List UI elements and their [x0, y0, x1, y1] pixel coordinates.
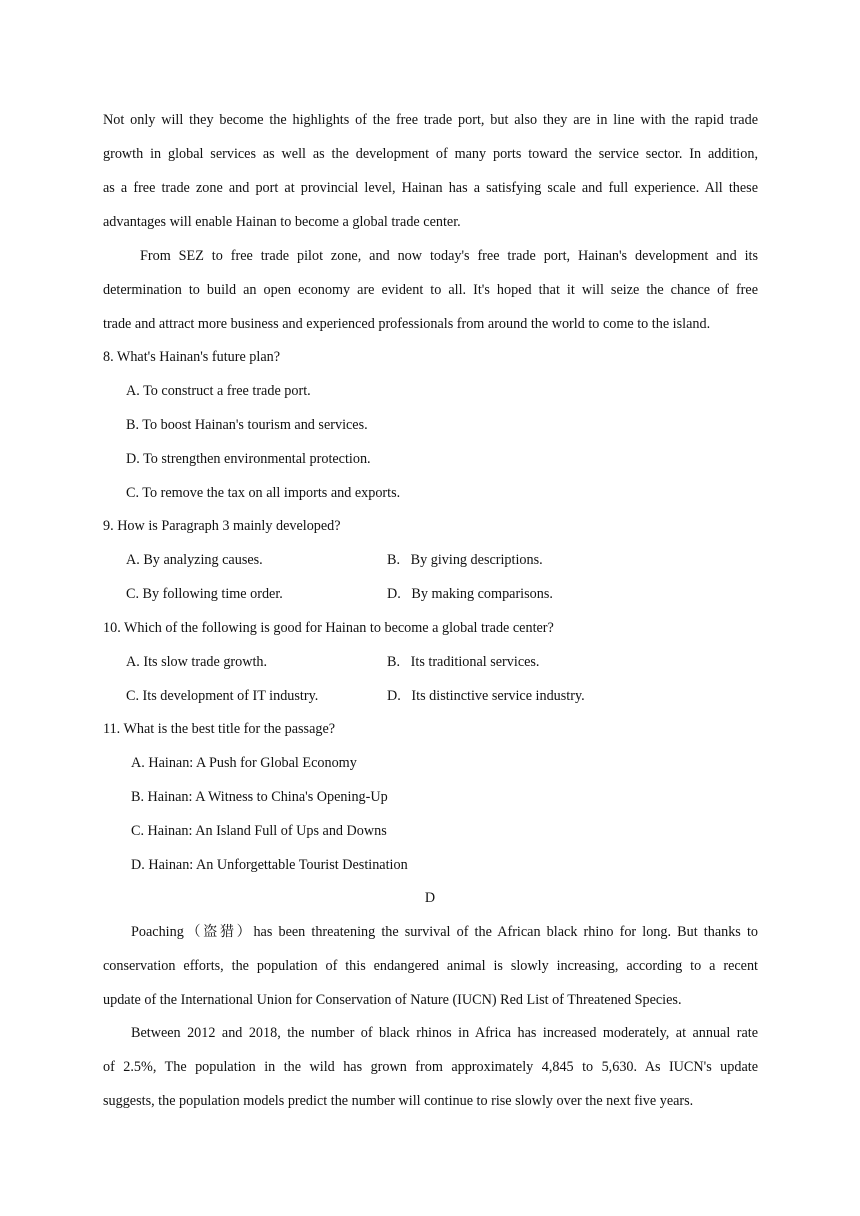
text-line: trade and attract more business and experienced professionals from around the world to come to the island. — [103, 316, 711, 332]
option-d[interactable]: D. To strengthen environmental protection. — [126, 451, 371, 467]
text-line: as a free trade zone and port at provincial level, Hainan has a satisfying scale and full experience. All these — [103, 180, 758, 196]
text-line: From SEZ to free trade pilot zone, and now today's free trade port, Hainan's development and its — [140, 248, 758, 264]
text-line: growth in global services as well as the development of many ports toward the service sector. In addition, — [103, 146, 758, 162]
option-b[interactable]: B. By giving descriptions. — [387, 552, 543, 568]
passage-label: D — [424, 890, 436, 906]
option-c[interactable]: C. Hainan: An Island Full of Ups and Downs — [131, 823, 387, 839]
option-b[interactable]: B. Hainan: A Witness to China's Opening-Up — [131, 789, 388, 805]
option-c[interactable]: C. By following time order. — [126, 586, 283, 602]
text-line: determination to build an open economy are evident to all. It's hoped that it will seize the chance of free — [103, 282, 758, 298]
text-line: advantages will enable Hainan to become a global trade center. — [103, 214, 461, 230]
option-b[interactable]: B. Its traditional services. — [387, 654, 540, 670]
question-stem: 10. Which of the following is good for Hainan to become a global trade center? — [103, 620, 554, 636]
option-d[interactable]: D. By making comparisons. — [387, 586, 553, 602]
text-line: Not only will they become the highlights of the free trade port, but also they are in line with the rapid trade — [103, 112, 758, 128]
text-line: conservation efforts, the population of this endangered animal is slowly increasing, according to a recent — [103, 958, 758, 974]
text-line: of 2.5%, The population in the wild has grown from approximately 4,845 to 5,630. As IUCN's update — [103, 1059, 758, 1075]
option-a[interactable]: A. To construct a free trade port. — [126, 383, 311, 399]
option-d[interactable]: D. Hainan: An Unforgettable Tourist Destination — [131, 857, 408, 873]
option-d[interactable]: D. Its distinctive service industry. — [387, 688, 585, 704]
question-stem: 8. What's Hainan's future plan? — [103, 349, 281, 365]
option-a[interactable]: A. By analyzing causes. — [126, 552, 263, 568]
text-line: Poaching（盗猎）has been threatening the survival of the African black rhino for long. But thanks to — [131, 924, 758, 940]
text-line: suggests, the population models predict the number will continue to rise slowly over the next five years. — [103, 1093, 694, 1109]
option-a[interactable]: A. Hainan: A Push for Global Economy — [131, 755, 357, 771]
option-c[interactable]: C. To remove the tax on all imports and exports. — [126, 485, 401, 501]
text-line: Between 2012 and 2018, the number of black rhinos in Africa has increased moderately, at annual rate — [131, 1025, 758, 1041]
option-b[interactable]: B. To boost Hainan's tourism and services. — [126, 417, 368, 433]
question-stem: 11. What is the best title for the passage? — [103, 721, 336, 737]
question-stem: 9. How is Paragraph 3 mainly developed? — [103, 518, 341, 534]
text-line: update of the International Union for Conservation of Nature (IUCN) Red List of Threatened Species. — [103, 992, 682, 1008]
option-a[interactable]: A. Its slow trade growth. — [126, 654, 268, 670]
option-c[interactable]: C. Its development of IT industry. — [126, 688, 319, 704]
